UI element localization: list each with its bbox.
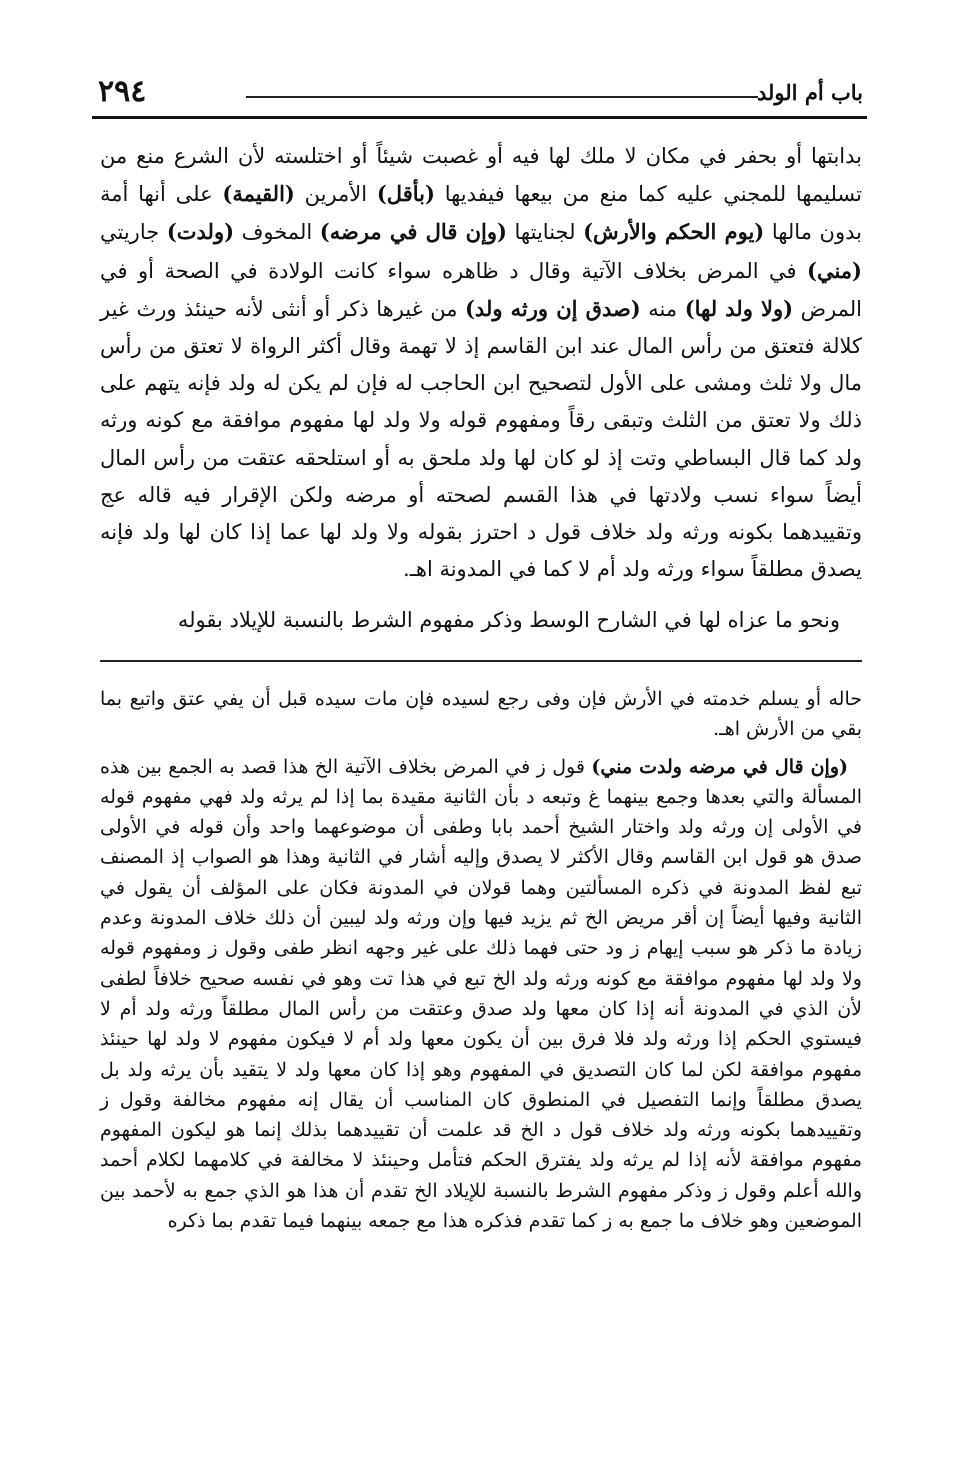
matn-term: (وإن قال في مرضه) [319,219,507,245]
text-run: على أنها أمة بدون مالها [100,182,862,245]
header-rule [246,96,758,98]
footnotes [100,684,862,1236]
text-run: بدابتها أو بحفر في مكان لا ملك لها فيه أو غصبت شيئاً أو اختلسته لأن الشرع منع من تسليمها للمجني عليه كما منع من بيعها فيفديها [100,144,862,207]
text-run: في المرض بخلاف الآتية وقال د ظاهره سواء كانت الولادة في الصحة أو في المرض [100,258,862,321]
text-run: الأمرين [294,182,377,207]
matn-term: (القيمة) [222,181,295,207]
text-run: لجنايتها [506,220,584,245]
matn-term: (صدق إن ورثه ولد) [464,295,641,321]
matn-term: (يوم الحكم والأرش) [583,219,765,245]
page-number: ٢٩٤ [98,74,147,109]
main-text [100,138,862,640]
main-paragraph [100,138,862,588]
footnote-heading: (وإن قال في مرضه ولدت مني) [591,755,848,778]
main-paragraph-continuation: ونحو ما عزاه لها في الشارح الوسط وذكر مفهوم الشرط بالنسبة للإيلاد بقوله [177,608,840,633]
running-header [98,74,863,114]
header-divider [92,116,867,119]
footnote-text: قول ز في المرض بخلاف الآتية الخ هذا قصد به الجمع بين هذه المسألة والتي بعدها وجمع بينهما غ وتبعه د بأن الثانية مقيدة بما إذا لم يرثه ولد فهي مفهوم قوله في الأولى إن ورثه ولد واختار الشيخ أحمد بابا وطفى أن موضوعهما واحد وأن قوله في الأولى صدق هو قول ابن القاسم وقال الأكثر لا يصدق وإليه أشار في الثانية وهذا هو الصواب إذ المصنف تبع لفظ المدونة في ذكره المسألتين وهما قولان في المدونة فكان على المؤلف أن يقول في الثانية وفيها أيضاً إن أقر مريض الخ ثم يزيد فيها وإن ورثه ولد ليبين أن ذلك خلاف المدونة وعدم زيادة ما ذكر هو سبب إيهام ز ود حتى فهما ذلك على غير وجهه انظر طفى وقول ز ومفهوم قوله ولا ولد لها مفهوم موافقة مع كونه ورثه ولد الخ تبع في هذا تت وهو في نفسه صحيح خلافاً لطفى لأن الذي في المدونة أنه إذا كان معها ولد صدق وعتقت من رأس المال مطلقاً ورثه ولد أم لا فيستوي الحكم إذا ورثه ولد فلا فرق بين أن يكون معها ولد أم لا فيكون مفهوم لا ولد لها حينئذ مفهوم موافقة لكن لما كان التصديق في المفهوم وهو إذا كان معها ولد لا يتقيد بأن يرثه ولد بل يصدق مطلقاً وإنما التفصيل في المنطوق كان المناسب أن يقال إنه مفهوم مخالفة وقول ز وتقييدهما بكونه ورثه ولد خلاف قول د الخ قد علمت أن تقييدهما بذلك إنما هو ليكون المفهوم مفهوم موافقة لأنه إذا لم يرثه ولد يفترق الحكم فتأمل وحينئذ لا مخالفة في كلامهما لكلام أحمد والله أعلم وقول ز وذكر مفهوم الشرط بالنسبة للإيلاد الخ تقدم أن هذا هو الذي جمع به لأحمد بين الموضعين وهو خلاف ما جمع به ز كما تقدم فذكره هذا مع جمعه بينهما فيما تقدم بما ذكره [100,755,862,1233]
text-run: المخوف [234,220,320,245]
footnote-2 [100,752,862,1237]
footnote-1: حاله أو يسلم خدمته في الأرش فإن وفى رجع لسيده فإن مات سيده قبل أن يفي عتق واتبع بما بقي من الأرش اهـ. [100,688,862,741]
text-run: منه [640,296,685,321]
matn-term: (ولا ولد لها) [684,295,794,321]
chapter-title: باب أم الولد [757,80,863,105]
text-run: من غيرها ذكر أو أنثى لأنه حينئذ ورث غير كلالة فتعتق من رأس المال عند ابن القاسم إذ لا تهمة وقال أكثر الرواة لا تعتق من رأس مال ولا ثلث ومشى على الأول لتصحيح ابن الحاجب له فإن لم يكن له ولد فإنه يتهم على ذلك ولا تعتق من الثلث وتبقى رقاً ومفهوم قوله ولا ولد لها مفهوم موافقة مع كونه ورثه ولد كما قال البساطي وتت إذ لو كان لها ولد ملحق به أو استلحقه عتقت من رأس المال أيضاً سواء نسب ولادتها في هذا القسم لصحته أو مرضه ولكن الإقرار فيه قاله عج وتقييدهما بكونه ورثه ولد خلاف قول د احترز بقوله ولا ولد لها عما إذا كان لها ولد فإنه يصدق مطلقاً سواء ورثه ولد أم لا كما في المدونة اهـ. [100,296,862,582]
matn-term: (مني) [807,257,862,283]
text-run: جاريتي [100,220,167,245]
matn-term: (ولدت) [166,219,235,245]
footnote-divider [100,660,862,662]
matn-term: (بأقل) [376,181,435,207]
